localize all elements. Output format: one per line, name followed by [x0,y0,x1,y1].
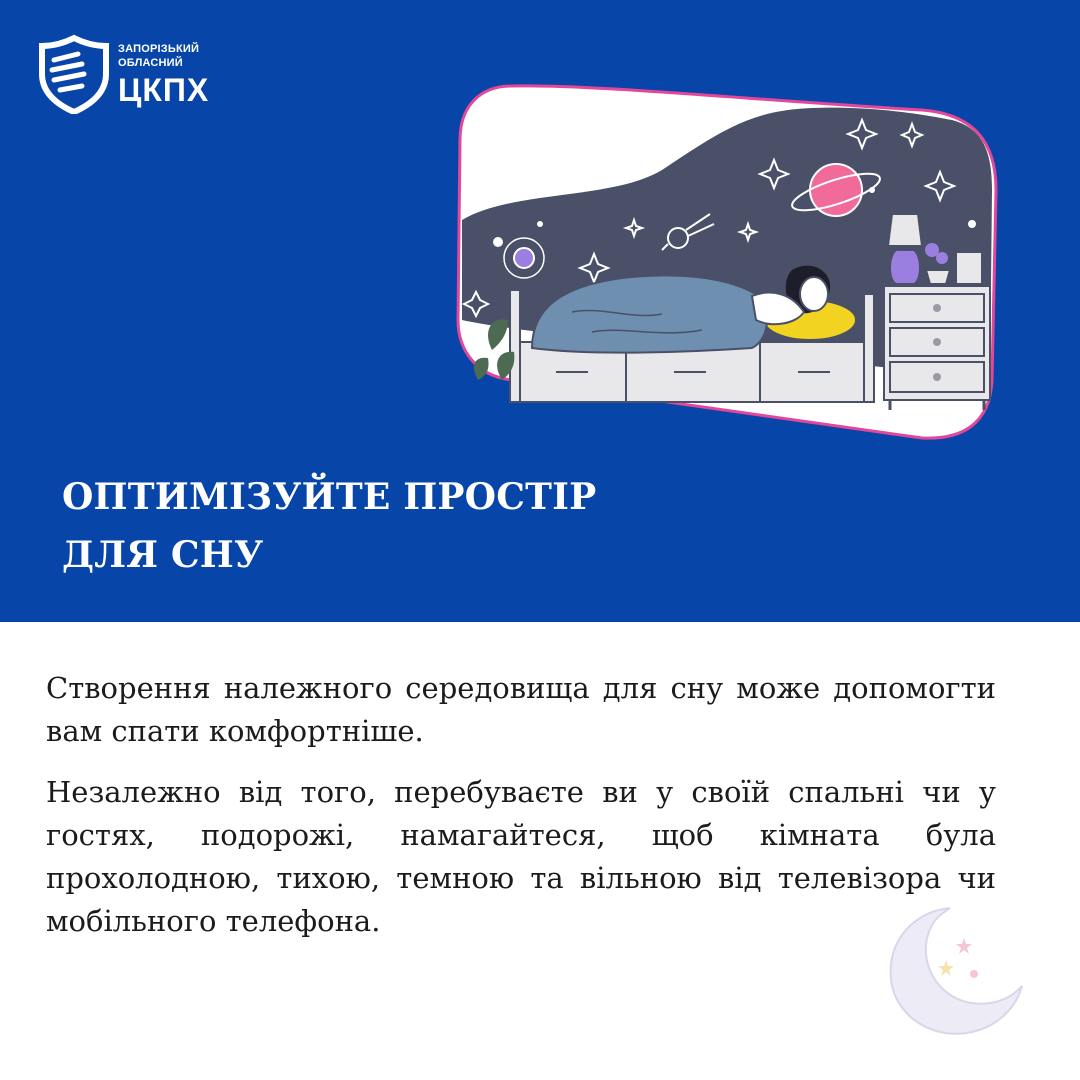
nightstand [884,286,990,410]
sleeping-woman-illustration [452,80,1000,442]
title-line-1: ОПТИМІЗУЙТЕ ПРОСТІР [62,476,597,518]
logo-name: ЦКПХ [118,72,210,108]
crescent-moon-icon [880,900,1030,1040]
logo-line-2: ОБЛАСНИЙ [118,57,183,69]
paragraph-2: Незалежно від того, перебуваєте ви у своїй спальні чи у гостях, подорожі, намагайтеся, щоб кімната була прохолодною, тихою, темною та вільною від телевізора чи мобільного телефона. [46,775,996,938]
shield-logo-icon [38,34,110,114]
photo-frame [956,252,982,284]
page-title [62,468,596,584]
organization-logo [38,34,218,114]
article-body [46,667,996,961]
title-line-2: ДЛЯ СНУ [62,534,264,576]
paragraph-1: Створення належного середовища для сну може допомогти вам спати комфортніше. [46,671,996,748]
logo-line-1: ЗАПОРІЗЬКИЙ [118,43,200,55]
logo-subtitle [118,42,199,70]
